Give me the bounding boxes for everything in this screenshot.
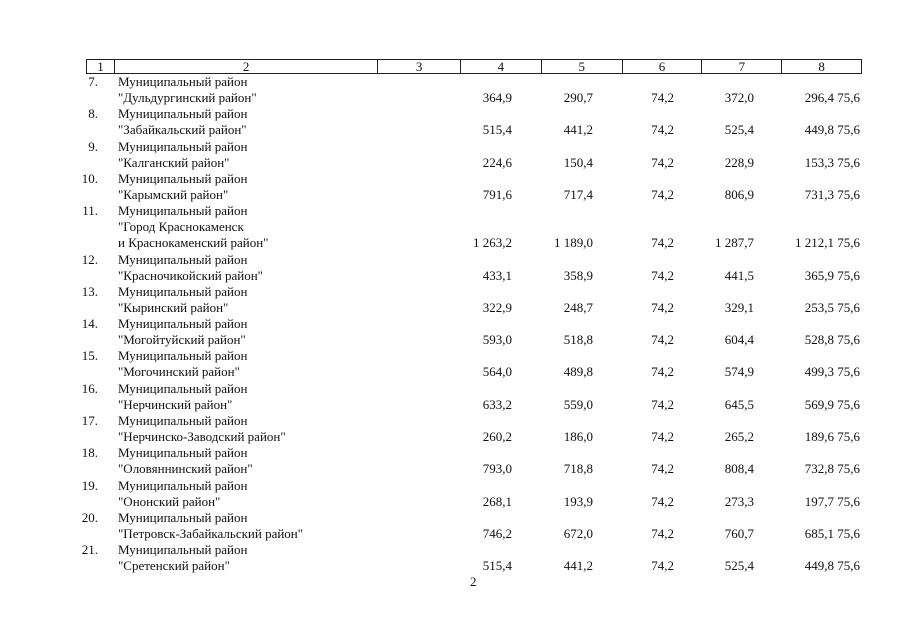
value-col-8: 75,6 (837, 186, 860, 202)
row-number: 21. (81, 542, 98, 558)
value-col-8: 75,6 (837, 461, 860, 477)
district-name-line: "Оловяннинский район" (118, 461, 253, 477)
value-col-7: 197,7 (804, 493, 834, 509)
value-col-5: 74,2 (651, 396, 674, 412)
value-col-7: 449,8 (804, 122, 834, 138)
value-col-7: 528,8 (804, 332, 834, 348)
page-number: 2 (470, 574, 477, 589)
district-name (118, 252, 263, 284)
header-cell: 1 (87, 60, 115, 73)
district-name-line: "Красночикойский район" (118, 267, 263, 283)
row-number: 9. (88, 138, 98, 154)
value-col-6: 265,2 (724, 429, 754, 444)
district-name-line: "Калганский район" (118, 154, 230, 170)
district-name (118, 510, 303, 542)
table-row (81, 251, 862, 284)
district-name (118, 445, 253, 477)
district-name-line: Муниципальный район (118, 509, 248, 525)
district-name-line: Муниципальный район (118, 348, 248, 364)
value-col-3: 515,4 (482, 558, 512, 574)
district-name (118, 542, 247, 574)
value-col-3: 268,1 (482, 493, 512, 509)
district-name-line: "Сретенский район" (118, 558, 230, 574)
value-col-5: 74,2 (651, 429, 674, 444)
value-col-3: 322,9 (482, 299, 512, 315)
table-row (81, 316, 862, 348)
value-col-8: 75,6 (837, 525, 860, 541)
district-name-line: "Кыринский район" (118, 299, 229, 315)
table-row (81, 445, 862, 477)
value-col-5: 74,2 (651, 90, 674, 105)
value-col-6: 441,5 (724, 267, 754, 283)
value-col-7: 365,9 (804, 267, 834, 283)
header-cell: 3 (378, 60, 461, 73)
row-number: 16. (81, 380, 98, 396)
value-col-3: 1 263,2 (473, 235, 512, 251)
row-number: 14. (81, 316, 98, 332)
row-number: 15. (81, 348, 98, 364)
value-col-4: 717,4 (563, 186, 593, 202)
value-col-3: 791,6 (482, 186, 512, 202)
value-col-4: 489,8 (563, 364, 593, 380)
value-col-7: 731,3 (804, 186, 834, 202)
value-col-4: 441,2 (563, 558, 593, 574)
row-number: 8. (88, 106, 98, 122)
value-col-5: 74,2 (651, 122, 674, 138)
district-name-line: Муниципальный район (118, 542, 248, 558)
value-col-6: 645,5 (724, 396, 754, 412)
value-col-3: 564,0 (482, 364, 512, 380)
value-col-6: 273,3 (724, 493, 754, 509)
district-name (118, 316, 247, 348)
value-col-8: 75,6 (837, 493, 860, 509)
district-name-line: Муниципальный район (118, 413, 248, 428)
district-name-line: Муниципальный район (118, 170, 248, 186)
value-col-7: 1 212,1 (795, 235, 834, 251)
value-col-4: 559,0 (563, 396, 593, 412)
district-name (118, 171, 247, 203)
value-col-8: 75,6 (837, 267, 860, 283)
value-col-5: 74,2 (651, 525, 674, 541)
value-col-7: 153,3 (804, 154, 834, 170)
value-col-8: 75,6 (837, 429, 860, 444)
district-name (118, 139, 247, 171)
value-col-7: 499,3 (804, 364, 834, 380)
district-name-line: Муниципальный район (118, 316, 248, 332)
row-number: 7. (88, 74, 98, 89)
table-row (81, 283, 862, 316)
value-col-5: 74,2 (651, 332, 674, 348)
value-col-3: 793,0 (482, 461, 512, 477)
table-row (81, 509, 862, 542)
value-col-5: 74,2 (651, 235, 674, 251)
value-col-7: 685,1 (804, 525, 834, 541)
value-col-5: 74,2 (651, 299, 674, 315)
value-col-8: 75,6 (837, 90, 860, 105)
value-col-3: 633,2 (482, 396, 512, 412)
value-col-4: 441,2 (563, 122, 593, 138)
value-col-8: 75,6 (837, 154, 860, 170)
district-name-line: "Карымский район" (118, 186, 229, 202)
district-name-line: Муниципальный район (118, 477, 248, 493)
row-number: 19. (81, 477, 98, 493)
district-name-line: "Могочинский район" (118, 364, 240, 380)
value-col-6: 372,0 (724, 90, 754, 105)
value-col-6: 808,4 (724, 461, 754, 477)
value-col-4: 672,0 (563, 525, 593, 541)
header-cell: 8 (818, 59, 825, 74)
district-name-line: Муниципальный район (118, 380, 248, 396)
row-number: 10. (81, 170, 98, 186)
value-col-8: 75,6 (837, 122, 860, 138)
table-header (86, 59, 862, 74)
value-col-6: 525,4 (724, 122, 754, 138)
value-col-8: 75,6 (837, 332, 860, 348)
value-col-8: 75,6 (837, 364, 860, 380)
row-number: 18. (81, 445, 98, 461)
header-cell: 4 (461, 60, 542, 73)
district-name-line: "Забайкальский район" (118, 122, 247, 138)
district-name-line: "Город Краснокаменск (118, 219, 244, 235)
value-col-5: 74,2 (651, 461, 674, 477)
district-name (118, 381, 247, 413)
district-name-line: "Дульдургинский район" (118, 90, 257, 105)
value-col-7: 732,8 (804, 461, 834, 477)
district-name-line: "Петровск-Забайкальский район" (118, 525, 304, 541)
value-col-5: 74,2 (651, 364, 674, 380)
value-col-8: 75,6 (837, 558, 860, 574)
value-col-8: 75,6 (837, 396, 860, 412)
value-col-3: 364,9 (482, 90, 512, 105)
value-col-3: 515,4 (482, 122, 512, 138)
district-name-line: Муниципальный район (118, 106, 248, 122)
district-name-line: Муниципальный район (118, 138, 248, 154)
value-col-4: 186,0 (563, 429, 593, 444)
table-row (81, 413, 862, 445)
district-name-line: Муниципальный район (118, 251, 248, 267)
table-row (81, 170, 862, 203)
table-row (81, 477, 862, 510)
value-col-3: 260,2 (482, 429, 512, 444)
value-col-6: 525,4 (724, 558, 754, 574)
value-col-4: 150,4 (563, 154, 593, 170)
district-name (118, 74, 257, 106)
table-row (81, 348, 862, 380)
value-col-6: 329,1 (724, 299, 754, 315)
value-col-3: 433,1 (482, 267, 512, 283)
row-number: 20. (81, 509, 98, 525)
value-col-6: 574,9 (724, 364, 754, 380)
value-col-4: 358,9 (563, 267, 593, 283)
district-name-line: Муниципальный район (118, 74, 248, 89)
row-number: 11. (82, 203, 98, 219)
district-name (118, 203, 268, 251)
value-col-8: 75,6 (837, 299, 860, 315)
value-col-7: 569,9 (804, 396, 834, 412)
row-number: 12. (81, 251, 98, 267)
value-col-6: 806,9 (724, 186, 754, 202)
table-row (82, 203, 862, 251)
district-name (118, 413, 286, 445)
value-col-3: 593,0 (482, 332, 512, 348)
value-col-6: 604,4 (724, 332, 754, 348)
value-col-7: 253,5 (804, 299, 834, 315)
district-name-line: Муниципальный район (118, 445, 248, 461)
header-cell: 2 (115, 60, 378, 73)
value-col-7: 296,4 (804, 90, 834, 105)
district-name (118, 478, 247, 510)
value-col-6: 1 287,7 (715, 235, 754, 251)
value-col-4: 248,7 (563, 299, 593, 315)
district-name-line: Муниципальный район (118, 203, 248, 219)
row-number: 13. (81, 283, 98, 299)
value-col-6: 228,9 (724, 154, 754, 170)
header-cell: 5 (542, 60, 623, 73)
district-name-line: "Нерчинский район" (118, 396, 233, 412)
value-col-4: 193,9 (563, 493, 593, 509)
value-col-5: 74,2 (651, 558, 674, 574)
value-col-4: 290,7 (563, 90, 593, 105)
district-name-line: "Могойтуйский район" (118, 332, 246, 348)
header-cell: 6 (623, 60, 703, 73)
value-col-4: 718,8 (563, 461, 593, 477)
table-row (86, 74, 862, 106)
district-name-line: и Краснокаменский район" (118, 235, 269, 251)
value-col-8: 75,6 (837, 235, 860, 251)
header-cell: 7 (702, 60, 782, 73)
district-name (118, 106, 247, 138)
value-col-4: 518,8 (563, 332, 593, 348)
table-row (86, 139, 862, 171)
district-name-line: "Нерчинско-Заводский район" (118, 429, 286, 444)
district-name-line: "Ононский район" (118, 493, 221, 509)
value-col-5: 74,2 (651, 267, 674, 283)
value-col-5: 74,2 (651, 186, 674, 202)
value-col-6: 760,7 (724, 525, 754, 541)
district-name (118, 284, 247, 316)
district-name (118, 348, 247, 380)
value-col-3: 746,2 (482, 525, 512, 541)
table-row (86, 106, 862, 138)
district-name-line: Муниципальный район (118, 283, 248, 299)
table-row (81, 542, 862, 574)
value-col-4: 1 189,0 (554, 235, 593, 251)
row-number: 17. (81, 413, 98, 428)
value-col-3: 224,6 (482, 154, 512, 170)
value-col-7: 449,8 (804, 558, 834, 574)
value-col-5: 74,2 (651, 493, 674, 509)
value-col-7: 189,6 (804, 429, 834, 444)
value-col-5: 74,2 (651, 154, 674, 170)
table-row (81, 380, 862, 413)
